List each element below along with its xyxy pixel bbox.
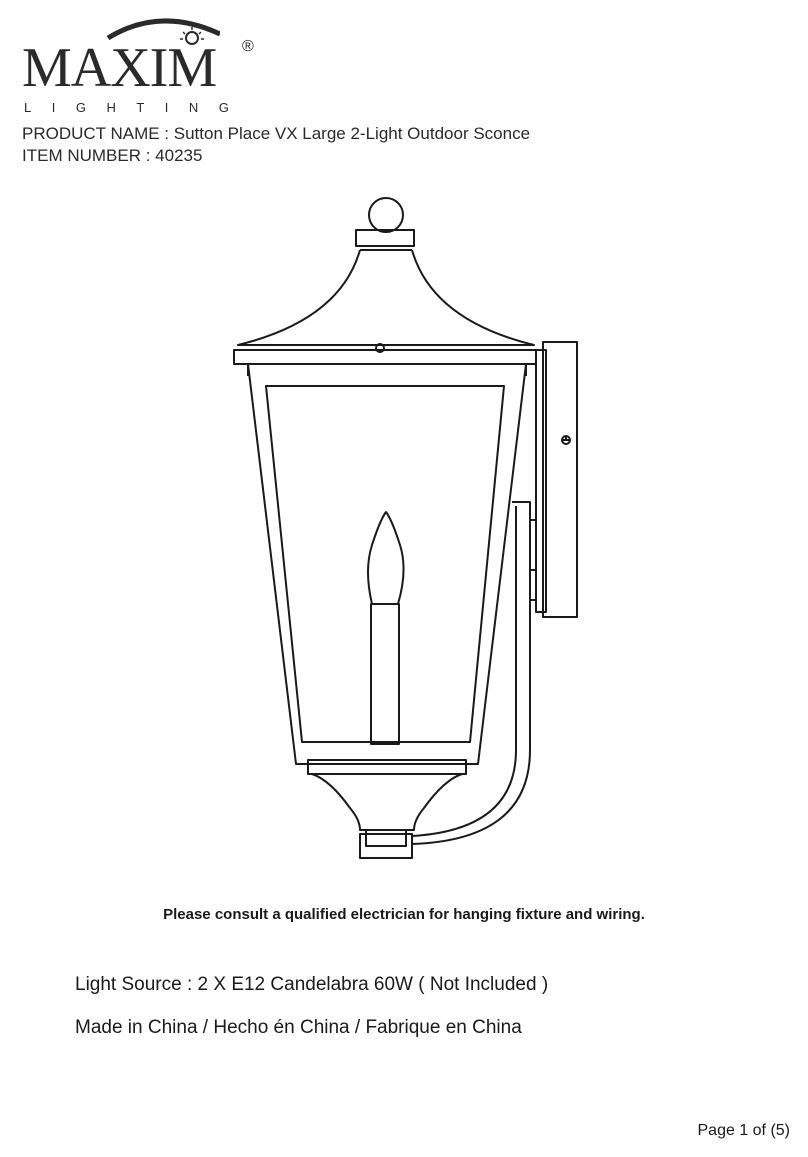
bottom-stem (366, 830, 406, 846)
logo-subtext: LIGHTING (24, 100, 250, 115)
item-number: ITEM NUMBER : 40235 (22, 146, 203, 165)
registered-mark: ® (242, 38, 254, 55)
candelabra-bulb (368, 512, 404, 604)
page-number: Page 1 of (5) (697, 1122, 790, 1139)
electrician-notice: Please consult a qualified electrician for hanging fixture and wiring. (163, 906, 645, 923)
glass-panel (266, 386, 504, 742)
light-source-spec: Light Source : 2 X E12 Candelabra 60W ( Not Included ) (75, 974, 549, 995)
wall-plate (543, 342, 577, 617)
maxim-lighting-logo (20, 12, 270, 115)
top-ledge (234, 350, 536, 364)
country-of-origin: Made in China / Hecho én China / Fabrique en China (75, 1017, 522, 1038)
roof (238, 250, 534, 345)
mounting-arm (412, 502, 530, 844)
lantern-frame (248, 364, 526, 764)
bottom-band (308, 760, 466, 774)
logo-wordmark: MAXIM (22, 37, 217, 99)
candle-sleeve (371, 604, 399, 744)
sconce-line-drawing (200, 190, 600, 870)
bottom-bowl (312, 774, 462, 830)
finial-ball (369, 198, 403, 232)
product-name: PRODUCT NAME : Sutton Place VX Large 2-Light Outdoor Sconce (22, 124, 531, 143)
